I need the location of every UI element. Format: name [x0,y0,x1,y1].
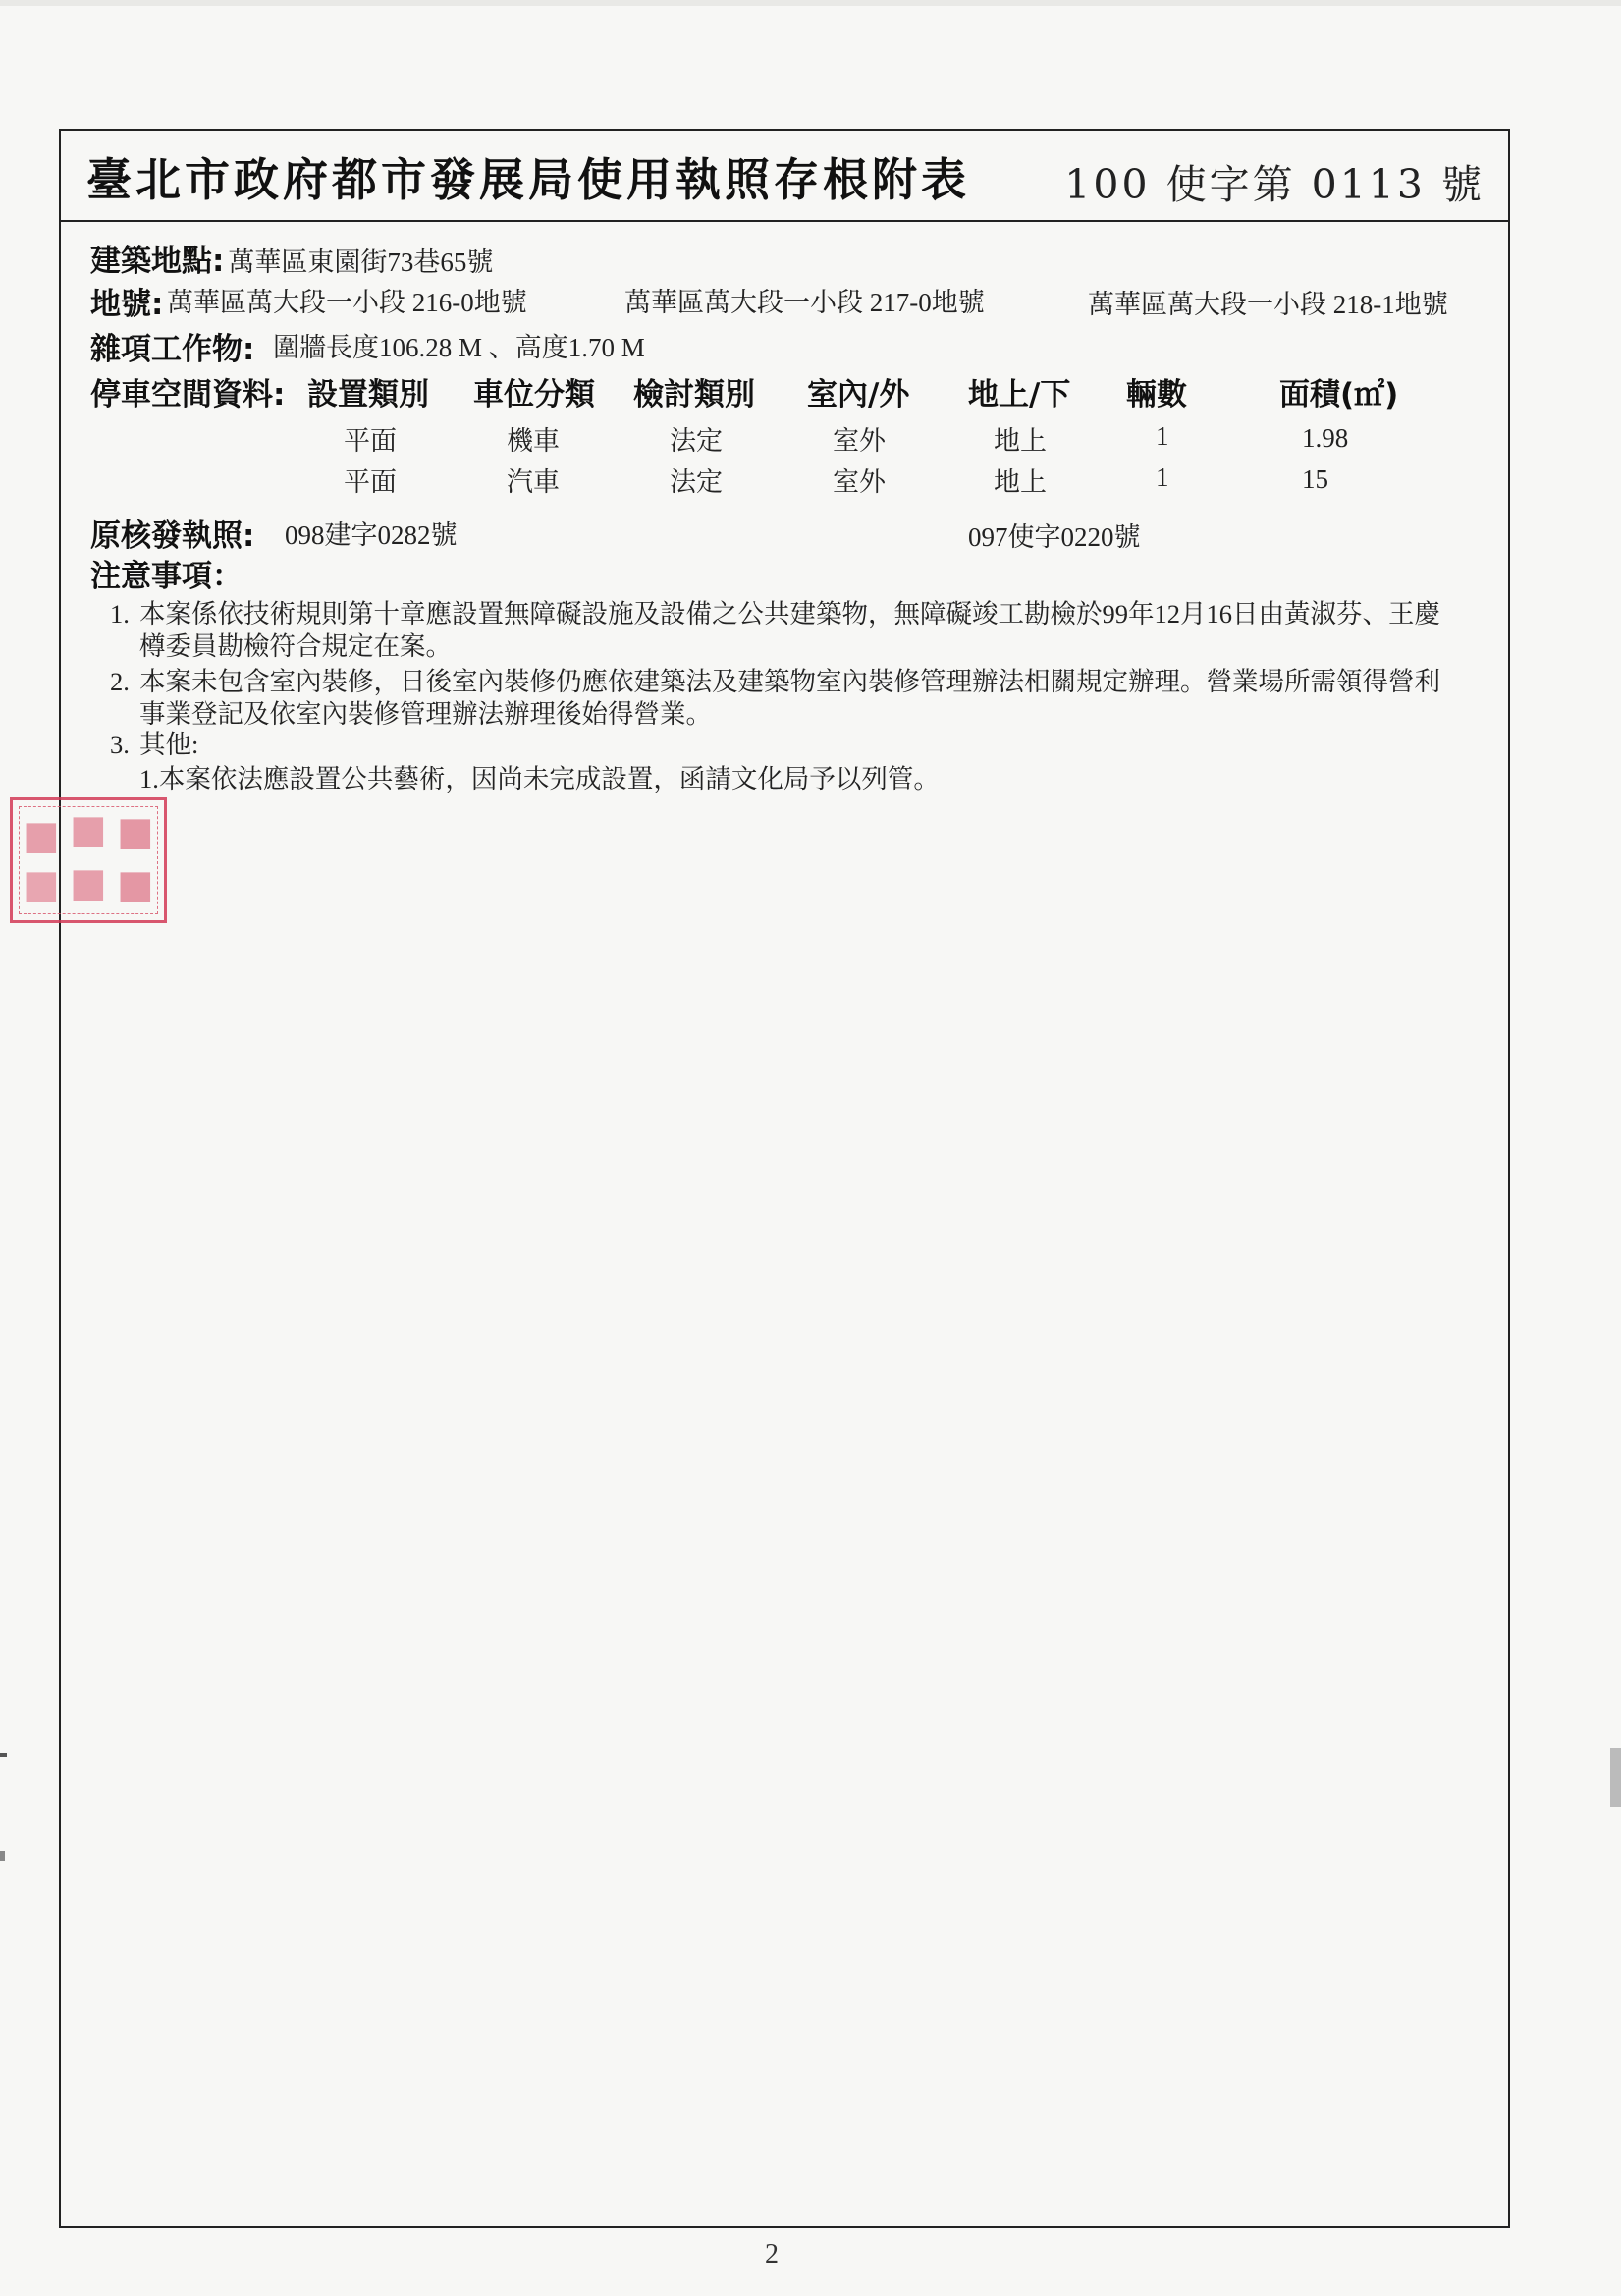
permit-number: 100 使字第 0113 號 [1064,161,1485,208]
parking-cell: 法定 [670,467,723,497]
document-frame [59,129,1510,2228]
address-line [90,236,493,280]
official-seal-stamp [10,797,167,923]
parking-col-header: 設置類別 [307,377,429,412]
parking-cell: 平面 [344,467,397,497]
misc-value: 圍牆長度106.28 M 、高度1.70 M [273,333,645,362]
note-line: 其他: [139,730,199,759]
seal-glyph: ■ [117,861,154,907]
document-title: 臺北市政府都市發展局使用執照存根附表 [86,153,970,206]
original-license-label: 原核發執照: [90,519,255,554]
scan-mark [1610,1748,1621,1807]
seal-glyph: ■ [70,806,107,852]
address-label: 建築地點: [90,244,225,279]
note-line: 本案係依技術規則第十章應設置無障礙設施及設備之公共建築物，無障礙竣工勘檢於99年12月16日由黃淑芬、王慶 [139,599,1440,629]
parking-cell: 室外 [833,426,886,456]
parking-cell: 地上 [994,426,1047,456]
parking-cell: 平面 [344,426,397,456]
note-number: 1. [110,599,130,629]
original-license-first: 098建字0282號 [285,520,458,550]
note-text [139,598,1504,663]
note-number: 2. [110,667,130,696]
address-value: 萬華區東園街73巷65號 [228,247,494,277]
note-line: 事業登記及依室內裝修管理辦法辦理後始得營業。 [139,699,712,729]
page-number: 2 [765,2239,779,2269]
parking-label: 停車空間資料: [90,377,286,412]
scan-mark [0,1851,5,1861]
parking-cell: 室外 [833,467,886,497]
notes-label: 注意事項： [90,559,243,594]
lot-line [90,279,163,323]
note-text [139,666,1504,731]
lot-item: 萬華區萬大段一小段 217-0地號 [624,288,985,317]
lot-item: 萬華區萬大段一小段 218-1地號 [1088,290,1448,319]
note-line: 1.本案依法應設置公共藝術，因尚未完成設置，函請文化局予以列管。 [139,764,940,793]
parking-col-header: 室內/外 [807,377,910,412]
note-text [139,729,1504,795]
parking-cell: 機車 [507,426,560,456]
paper-edge [0,0,1621,6]
parking-col-header: 面積(㎡) [1279,377,1399,412]
original-license-second: 097使字0220號 [968,522,1141,552]
parking-cell: 1 [1156,463,1169,492]
parking-cell: 15 [1302,465,1328,494]
parking-cell: 地上 [994,467,1047,497]
parking-cell: 法定 [670,426,723,456]
misc-label: 雜項工作物: [90,332,255,367]
parking-col-header: 車位分類 [473,377,595,412]
parking-cell: 1 [1156,421,1169,451]
note-line: 樽委員勘檢符合規定在案。 [139,631,452,661]
scan-mark [0,1753,7,1757]
parking-col-header: 檢討類別 [633,377,755,412]
parking-col-header: 地上/下 [968,377,1071,412]
misc-line [90,324,254,368]
seal-glyph: ■ [23,812,60,858]
seal-glyph: ■ [117,808,154,854]
parking-col-header: 輛數 [1126,377,1187,412]
title-row [61,131,1508,222]
parking-cell: 1.98 [1302,423,1349,453]
seal-glyph: ■ [23,861,60,907]
note-line: 本案未包含室內裝修，日後室內裝修仍應依建築法及建築物室內裝修管理辦法相關規定辦理。營業場所需領得營利 [139,667,1440,696]
note-number: 3. [110,730,130,759]
parking-cell: 汽車 [507,467,560,497]
seal-glyph: ■ [70,859,107,905]
original-license-line [90,511,254,555]
lot-label: 地號: [90,287,164,322]
lot-item: 萬華區萬大段一小段 216-0地號 [167,288,527,317]
